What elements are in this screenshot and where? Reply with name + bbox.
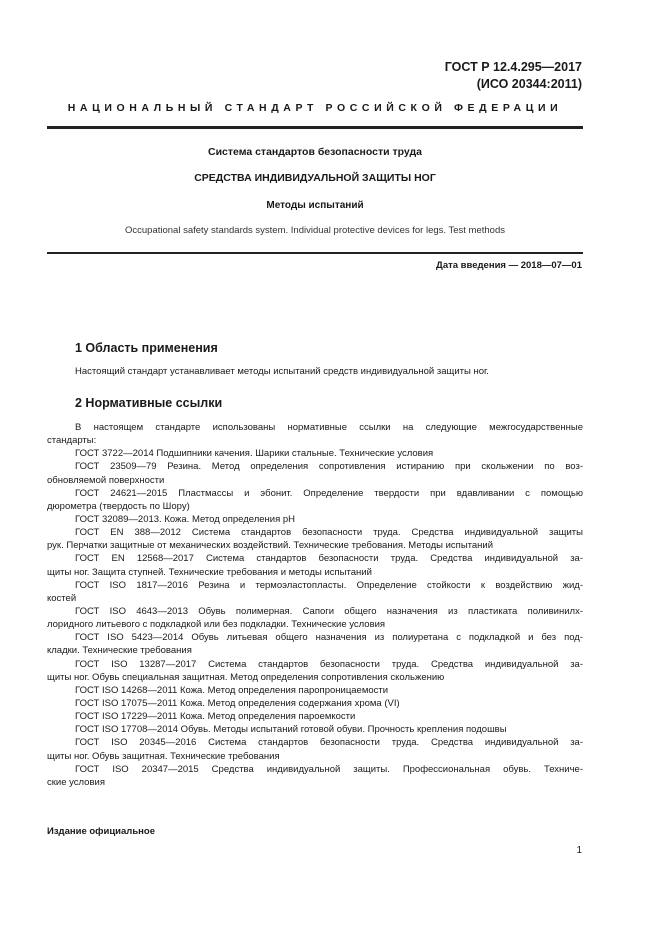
reference-line: ГОСТ 23509—79 Резина. Метод определения сопротивления истиранию при скольжении по воз- [75,461,583,473]
official-edition-note: Издание официальное [47,826,155,837]
reference-line: ГОСТ ISO 4643—2013 Обувь полимерная. Сапоги общего назначения из пластиката поливинилх- [75,605,583,617]
gost-designation [445,59,582,93]
reference-line: ГОСТ ISO 17075—2011 Кожа. Метод определения содержания хрома (VI) [75,697,400,709]
reference-line: костей [47,592,77,604]
reference-line: ГОСТ EN 12568—2017 Система стандартов безопасности труда. Средства индивидуальной за- [75,553,583,565]
reference-line: щиты ног. Обувь специальная защитная. Метод определения сопротивления скольжению [47,671,445,683]
section-1-heading: 1 Область применения [75,341,218,355]
reference-line: ГОСТ ISO 17708—2014 Обувь. Методы испытаний готовой обуви. Прочность крепления подошвы [75,724,507,736]
iso-code: (ИСО 20344:2011) [476,77,582,91]
reference-line: В настоящем стандарте использованы нормативные ссылки на следующие межгосударственные [75,422,583,433]
english-title: Occupational safety standards system. Individual protective devices for legs. Test methods [124,225,505,236]
reference-line: ГОСТ ISO 20345—2016 Система стандартов безопасности труда. Средства индивидуальной за- [75,737,583,749]
reference-line: рук. Перчатки защитные от механических воздействий. Технические требования. Методы испытаний [47,540,494,552]
reference-line: обновляемой поверхности [47,474,165,486]
gost-code: ГОСТ Р 12.4.295—2017 [444,60,582,74]
reference-line: ГОСТ ISO 13287—2017 Система стандартов безопасности труда. Средства индивидуальной за- [75,658,583,670]
reference-line: ГОСТ EN 388—2012 Система стандартов безопасности труда. Средства индивидуальной защиты [75,527,583,539]
main-title: СРЕДСТВА ИНДИВИДУАЛЬНОЙ ЗАЩИТЫ НОГ [194,172,436,184]
national-standard-banner: НАЦИОНАЛЬНЫЙ СТАНДАРТ РОССИЙСКОЙ ФЕДЕРАЦИИ [67,102,563,114]
normative-references [47,421,583,789]
reference-line: кладки. Технические требования [47,645,192,657]
top-divider [47,126,583,129]
reference-line: ГОСТ 24621—2015 Пластмассы и эбонит. Определение твердости при вдавливании с помощью [75,487,583,499]
reference-line: ГОСТ ISO 17229—2011 Кожа. Метод определения пароемкости [75,711,356,723]
title-divider [47,252,583,254]
reference-line: ГОСТ ISO 20347—2015 Средства индивидуальной защиты. Профессиональная обувь. Техниче- [75,763,583,775]
reference-line: дюрометра (твердость по Шору) [47,500,190,512]
section-1-text: Настоящий стандарт устанавливает методы испытаний средств индивидуальной защиты ног. [75,366,489,377]
reference-line: ГОСТ ISO 14268—2011 Кожа. Метод определения паропроницаемости [75,684,389,696]
reference-line: ГОСТ 32089—2013. Кожа. Метод определения pH [75,513,296,525]
section-2-heading: 2 Нормативные ссылки [75,396,223,410]
reference-line: ские условия [47,776,105,788]
reference-line: ГОСТ ISO 5423—2014 Обувь литьевая общего назначения из полиуретана с подкладкой и без под- [75,632,583,644]
sub-title: Методы испытаний [266,200,364,211]
system-title: Система стандартов безопасности труда [207,146,423,158]
reference-line: ГОСТ 3722—2014 Подшипники качения. Шарики стальные. Технические условия [75,448,434,460]
reference-line: лоридного литьевого с подкладкой или без подкладки. Технические условия [47,619,386,631]
reference-line: стандарты: [47,435,97,447]
reference-line: ГОСТ ISO 1817—2016 Резина и термоэластопласты. Определение стойкости к воздействию жид- [75,579,583,591]
page-number: 1 [576,845,582,856]
introduction-date: Дата введения — 2018—07—01 [436,260,582,271]
reference-line: щиты ног. Защита ступней. Технические требования и методы испытаний [47,566,372,578]
reference-line: щиты ног. Обувь защитная. Технические требования [47,750,280,762]
